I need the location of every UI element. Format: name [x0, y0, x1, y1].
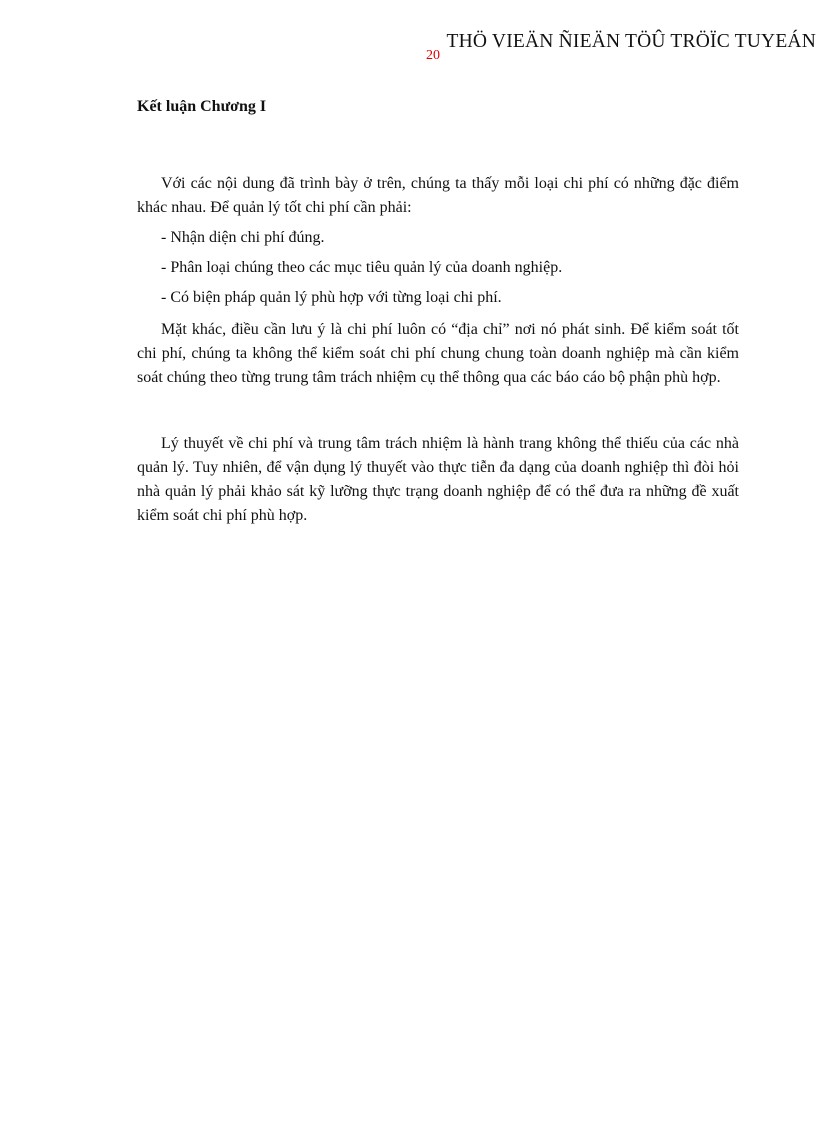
bullet-item-classify: - Phân loại chúng theo các mục tiêu quản lý của doanh nghiệp.: [161, 259, 563, 276]
library-watermark: THÖ VIEÄN ÑIEÄN TÖÛ TRÖÏC TUYEÁN: [446, 31, 816, 52]
chapter-conclusion-heading: Kết luận Chương I: [137, 98, 267, 115]
page-number: 20: [426, 48, 440, 63]
control-paragraph: Mặt khác, điều cần lưu ý là chi phí luôn có “địa chỉ” nơi nó phát sinh. Để kiểm soát tốt chi phí, chúng ta không thể kiểm soát chi phí chung chung toàn doanh nghiệp mà cần kiểm soát chúng theo từng trung tâm trách nhiệm cụ thể thông qua các báo cáo bộ phận phù hợp.: [137, 321, 739, 386]
page-content: [137, 96, 739, 528]
intro-paragraph: Với các nội dung đã trình bày ở trên, chúng ta thấy mỗi loại chi phí có những đặc điểm khác nhau. Để quản lý tốt chi phí cần phải:: [137, 175, 739, 216]
bullet-item-identify: - Nhận diện chi phí đúng.: [161, 229, 325, 246]
bullet-item-measures: - Có biện pháp quản lý phù hợp với từng loại chi phí.: [161, 289, 502, 306]
closing-paragraph: Lý thuyết về chi phí và trung tâm trách nhiệm là hành trang không thể thiếu của các nhà quản lý. Tuy nhiên, để vận dụng lý thuyết vào thực tiễn đa dạng của doanh nghiệp thì đòi hỏi nhà quản lý phải khảo sát kỹ lưỡng thực trạng doanh nghiệp để có thể đưa ra những đề xuất kiểm soát chi phí phù hợp.: [137, 435, 739, 524]
